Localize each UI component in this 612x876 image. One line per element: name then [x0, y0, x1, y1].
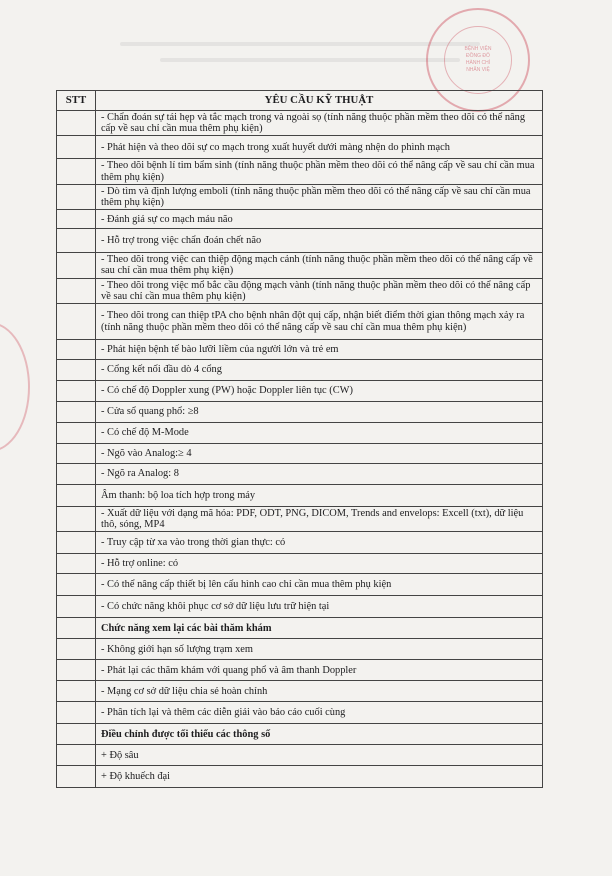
section-heading-cell: Chức năng xem lại các bài thăm khám: [96, 618, 543, 639]
table-row: [57, 278, 543, 303]
requirement-cell: - Có thể nâng cấp thiết bị lên cấu hình cao chỉ cần mua thêm phụ kiện: [96, 574, 543, 596]
stt-cell: [57, 184, 96, 209]
table-row: [57, 485, 543, 507]
stt-cell: [57, 111, 96, 136]
stt-cell: [57, 423, 96, 444]
requirement-cell: - Theo dõi trong can thiệp tPA cho bệnh nhân đột quị cấp, nhận biết điểm thời gian thông mạch xảy ra (tính năng thuộc phần mềm theo dõi có thể nâng cấp về sau chỉ cần mua thêm phụ kiện): [96, 304, 543, 340]
table-row: [57, 596, 543, 618]
table-row: [57, 229, 543, 253]
table-row: [57, 444, 543, 464]
table-row: [57, 402, 543, 423]
requirement-cell: - Có chức năng khôi phục cơ sở dữ liệu lưu trữ hiện tại: [96, 596, 543, 618]
stt-cell: [57, 340, 96, 360]
requirement-cell: - Theo dõi trong việc mổ bắc cầu động mạch vành (tính năng thuộc phần mềm theo dõi có thể nâng cấp về sau chỉ cần mua thêm phụ kiện): [96, 278, 543, 303]
stt-cell: [57, 660, 96, 681]
partial-seal-left: [0, 322, 30, 452]
stt-cell: [57, 360, 96, 381]
requirement-cell: - Truy cập từ xa vào trong thời gian thực: có: [96, 532, 543, 554]
requirement-cell: + Độ khuếch đại: [96, 766, 543, 788]
table-row: [57, 681, 543, 702]
table-row: [57, 574, 543, 596]
requirement-cell: - Cửa sổ quang phổ: ≥8: [96, 402, 543, 423]
stt-cell: [57, 444, 96, 464]
stt-cell: [57, 724, 96, 745]
faded-heading-line: [160, 58, 460, 62]
requirement-cell: - Cổng kết nối đầu dò 4 cổng: [96, 360, 543, 381]
table-row: [57, 210, 543, 229]
section-heading-cell: Điều chỉnh được tối thiểu các thông số: [96, 724, 543, 745]
seal-text: ĐỒNG ĐÔ: [466, 53, 490, 59]
requirement-cell: - Có chế độ M-Mode: [96, 423, 543, 444]
header-stt: STT: [57, 91, 96, 111]
requirement-cell: - Có chế độ Doppler xung (PW) hoặc Doppler liên tục (CW): [96, 381, 543, 402]
stt-cell: [57, 554, 96, 574]
table-row: [57, 184, 543, 209]
stt-cell: [57, 464, 96, 485]
table-row: [57, 554, 543, 574]
stt-cell: [57, 253, 96, 278]
table-header-row: [57, 91, 543, 111]
table-row: [57, 253, 543, 278]
table-row: [57, 618, 543, 639]
stt-cell: [57, 381, 96, 402]
table-row: [57, 304, 543, 340]
table-row: [57, 702, 543, 724]
requirement-cell: - Xuất dữ liệu với dạng mã hóa: PDF, ODT, PNG, DICOM, Trends and envelops: Excell (txt), dữ liệu thô, sóng, MP4: [96, 507, 543, 532]
stt-cell: [57, 304, 96, 340]
seal-text: NHÂN VIỆ: [466, 67, 490, 73]
faded-heading-line: [120, 42, 480, 46]
requirement-cell: - Theo dõi trong việc can thiệp động mạch cảnh (tính năng thuộc phần mềm theo dõi có thể nâng cấp về sau chỉ cần mua thêm phụ kiện): [96, 253, 543, 278]
table-row: [57, 360, 543, 381]
stt-cell: [57, 745, 96, 766]
table-row: [57, 423, 543, 444]
requirement-cell: - Mạng cơ sở dữ liệu chia sẻ hoàn chỉnh: [96, 681, 543, 702]
table-row: [57, 745, 543, 766]
stt-cell: [57, 596, 96, 618]
requirement-cell: Âm thanh: bộ loa tích hợp trong máy: [96, 485, 543, 507]
table-row: [57, 340, 543, 360]
table-row: [57, 532, 543, 554]
stt-cell: [57, 639, 96, 660]
stt-cell: [57, 136, 96, 159]
stt-cell: [57, 507, 96, 532]
requirement-cell: - Hỗ trợ online: có: [96, 554, 543, 574]
stt-cell: [57, 229, 96, 253]
requirement-cell: - Phát hiện và theo dõi sự co mạch trong xuất huyết dưới màng nhện do phình mạch: [96, 136, 543, 159]
seal-inner: [444, 26, 512, 94]
stt-cell: [57, 278, 96, 303]
requirement-cell: - Dò tìm và định lượng emboli (tính năng thuộc phần mềm theo dõi có thể nâng cấp về sau chỉ cần mua thêm phụ kiện): [96, 184, 543, 209]
table-row: [57, 111, 543, 136]
stt-cell: [57, 532, 96, 554]
stt-cell: [57, 485, 96, 507]
stt-cell: [57, 766, 96, 788]
requirement-cell: - Phân tích lại và thêm các diễn giải vào báo cáo cuối cùng: [96, 702, 543, 724]
requirement-cell: - Phát lại các thăm khám với quang phổ và âm thanh Doppler: [96, 660, 543, 681]
table-row: [57, 159, 543, 184]
requirement-cell: - Hỗ trợ trong việc chẩn đoán chết não: [96, 229, 543, 253]
requirement-cell: - Theo dõi bệnh lí tim bẩm sinh (tính năng thuộc phần mềm theo dõi có thể nâng cấp về sau chỉ cần mua thêm phụ kiện): [96, 159, 543, 184]
stt-cell: [57, 159, 96, 184]
stt-cell: [57, 210, 96, 229]
requirement-cell: - Phát hiện bệnh tế bào lưỡi liềm của người lớn và trẻ em: [96, 340, 543, 360]
seal-text: HÀNH CHÍ: [465, 60, 491, 66]
table-row: [57, 724, 543, 745]
stt-cell: [57, 618, 96, 639]
stt-cell: [57, 574, 96, 596]
requirement-cell: - Đánh giá sự co mạch máu não: [96, 210, 543, 229]
table-row: [57, 507, 543, 532]
stt-cell: [57, 702, 96, 724]
requirement-cell: - Chẩn đoán sự tái hẹp và tắc mạch trong và ngoài sọ (tính năng thuộc phần mềm theo dõi có thể nâng cấp về sau chỉ cần mua thêm phụ kiện): [96, 111, 543, 136]
seal-text: BỆNH VIỆN: [464, 46, 492, 52]
requirements-table: [56, 90, 543, 788]
requirement-cell: - Không giới hạn số lượng trạm xem: [96, 639, 543, 660]
table-row: [57, 766, 543, 788]
stt-cell: [57, 402, 96, 423]
requirement-cell: - Ngõ ra Analog: 8: [96, 464, 543, 485]
table-row: [57, 639, 543, 660]
requirement-cell: + Độ sâu: [96, 745, 543, 766]
table-row: [57, 660, 543, 681]
stt-cell: [57, 681, 96, 702]
header-requirements: YÊU CẦU KỸ THUẬT: [96, 91, 543, 111]
table-row: [57, 381, 543, 402]
table-row: [57, 464, 543, 485]
table-row: [57, 136, 543, 159]
requirement-cell: - Ngõ vào Analog:≥ 4: [96, 444, 543, 464]
